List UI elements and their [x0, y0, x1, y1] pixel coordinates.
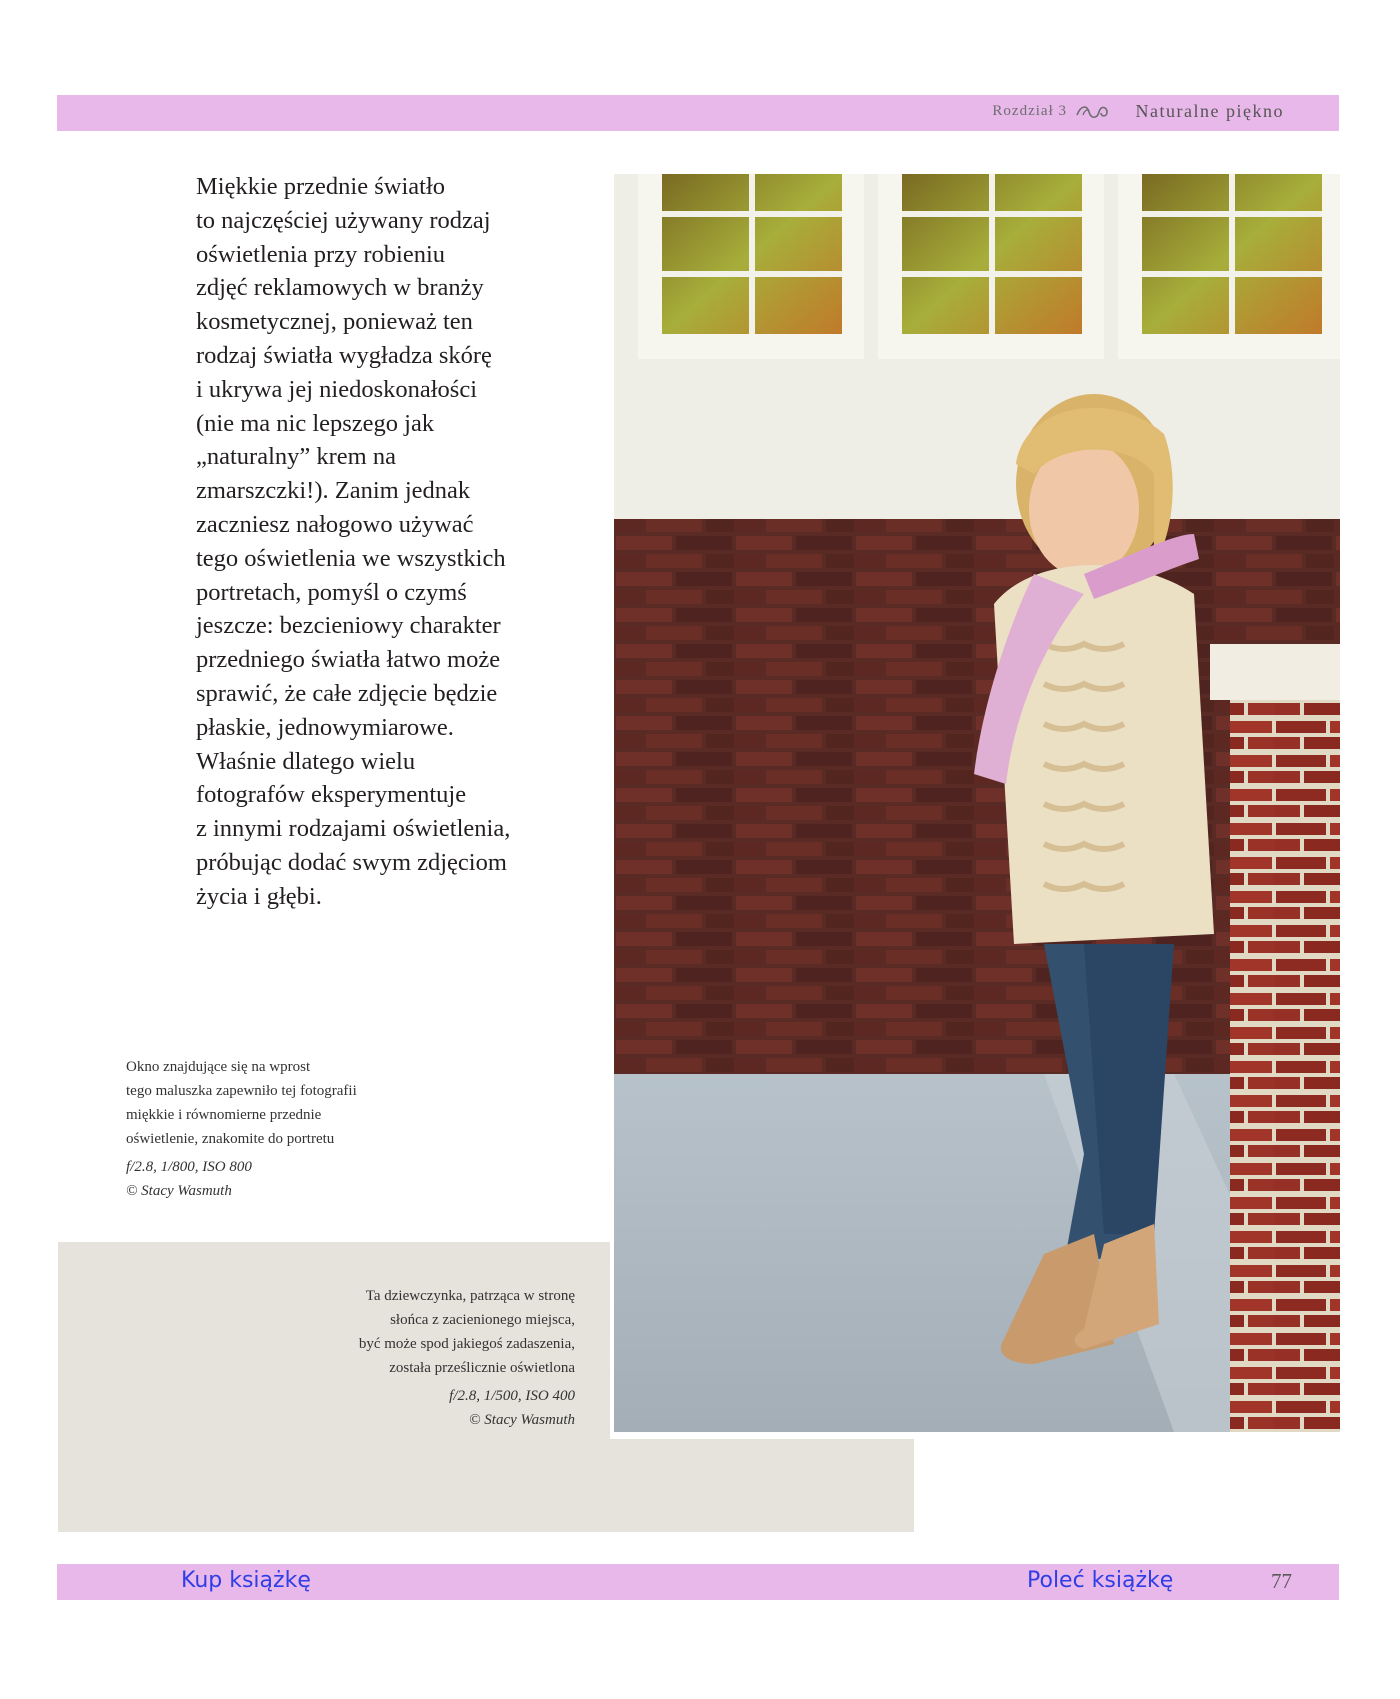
- chapter-title: Naturalne piękno: [1135, 101, 1284, 121]
- body-text-line: portretach, pomyśl o czymś: [196, 578, 467, 606]
- chapter-label: Rozdział 3: [992, 103, 1067, 119]
- body-text-line: kosmetycznej, ponieważ ten: [196, 308, 473, 336]
- body-text-line: Właśnie dlatego wielu: [196, 747, 416, 775]
- buy-book-link[interactable]: Kup książkę: [181, 1568, 311, 1593]
- body-text-line: jeszcze: bezcieniowy charakter: [196, 612, 501, 640]
- body-text-line: to najczęściej używany rodzaj: [196, 206, 491, 234]
- body-text-line: fotografów eksperymentuje: [196, 781, 467, 809]
- body-text-line: tego oświetlenia we wszystkich: [196, 544, 506, 572]
- body-text-line: sprawić, że całe zdjęcie będzie: [196, 679, 498, 707]
- body-text-line: płaskie, jednowymiarowe.: [196, 713, 454, 741]
- photo-credit: © Stacy Wasmuth: [469, 1412, 575, 1428]
- exif-info: f/2.8, 1/500, ISO 400: [449, 1388, 575, 1404]
- caption-line: oświetlenie, znakomite do portretu: [126, 1131, 335, 1147]
- exif-info: f/2.8, 1/800, ISO 800: [126, 1159, 252, 1175]
- page-number: 77: [1271, 1569, 1292, 1593]
- photo-credit: © Stacy Wasmuth: [126, 1183, 232, 1199]
- caption-lines: [126, 1055, 426, 1151]
- caption-line: Ta dziewczynka, patrząca w stronę: [365, 1288, 575, 1304]
- photo-caption-window: [126, 1055, 426, 1203]
- body-text-line: i ukrywa jej niedoskonałości: [196, 375, 478, 403]
- caption-line: tego maluszka zapewniło tej fotografii: [126, 1083, 357, 1099]
- recommend-book-link[interactable]: Poleć książkę: [1027, 1568, 1174, 1593]
- body-text-line: Miękkie przednie światło: [196, 173, 446, 200]
- caption-line: została prześlicznie oświetlona: [389, 1360, 575, 1376]
- windows: [638, 174, 1340, 359]
- body-text-line: rodzaj światła wygładza skórę: [196, 341, 492, 369]
- body-text-line: życia i głębi.: [196, 882, 322, 910]
- body-text-line: próbując dodać swym zdjęciom: [196, 848, 507, 876]
- caption-line: miękkie i równomierne przednie: [126, 1107, 322, 1123]
- body-paragraph: [196, 170, 586, 914]
- body-text-line: „naturalny” krem na: [196, 443, 396, 471]
- running-header: [57, 95, 1339, 131]
- body-text-line: zaczniesz nałogowo używać: [196, 510, 474, 538]
- body-text-line: z innymi rodzajami oświetlenia,: [196, 815, 511, 843]
- caption-line: być może spod jakiegoś zadaszenia,: [358, 1336, 575, 1352]
- body-text-line: zmarszczki!). Zanim jednak: [196, 477, 471, 505]
- footer-bar: [57, 1564, 1339, 1600]
- caption-line: słońca z zacienionego miejsca,: [390, 1312, 575, 1328]
- body-text-line: oświetlenia przy robieniu: [196, 240, 446, 268]
- photo-caption-girl: [359, 1284, 575, 1432]
- body-text-line: (nie ma nic lepszego jak: [196, 409, 435, 437]
- body-text-line: przedniego światła łatwo może: [196, 646, 501, 674]
- body-text-line: zdjęć reklamowych w branży: [196, 274, 484, 302]
- portrait-photo: [614, 174, 1340, 1432]
- caption-line: Okno znajdujące się na wprost: [126, 1059, 311, 1075]
- flourish-ornament-icon: [1075, 103, 1109, 121]
- caption-lines: [359, 1284, 575, 1380]
